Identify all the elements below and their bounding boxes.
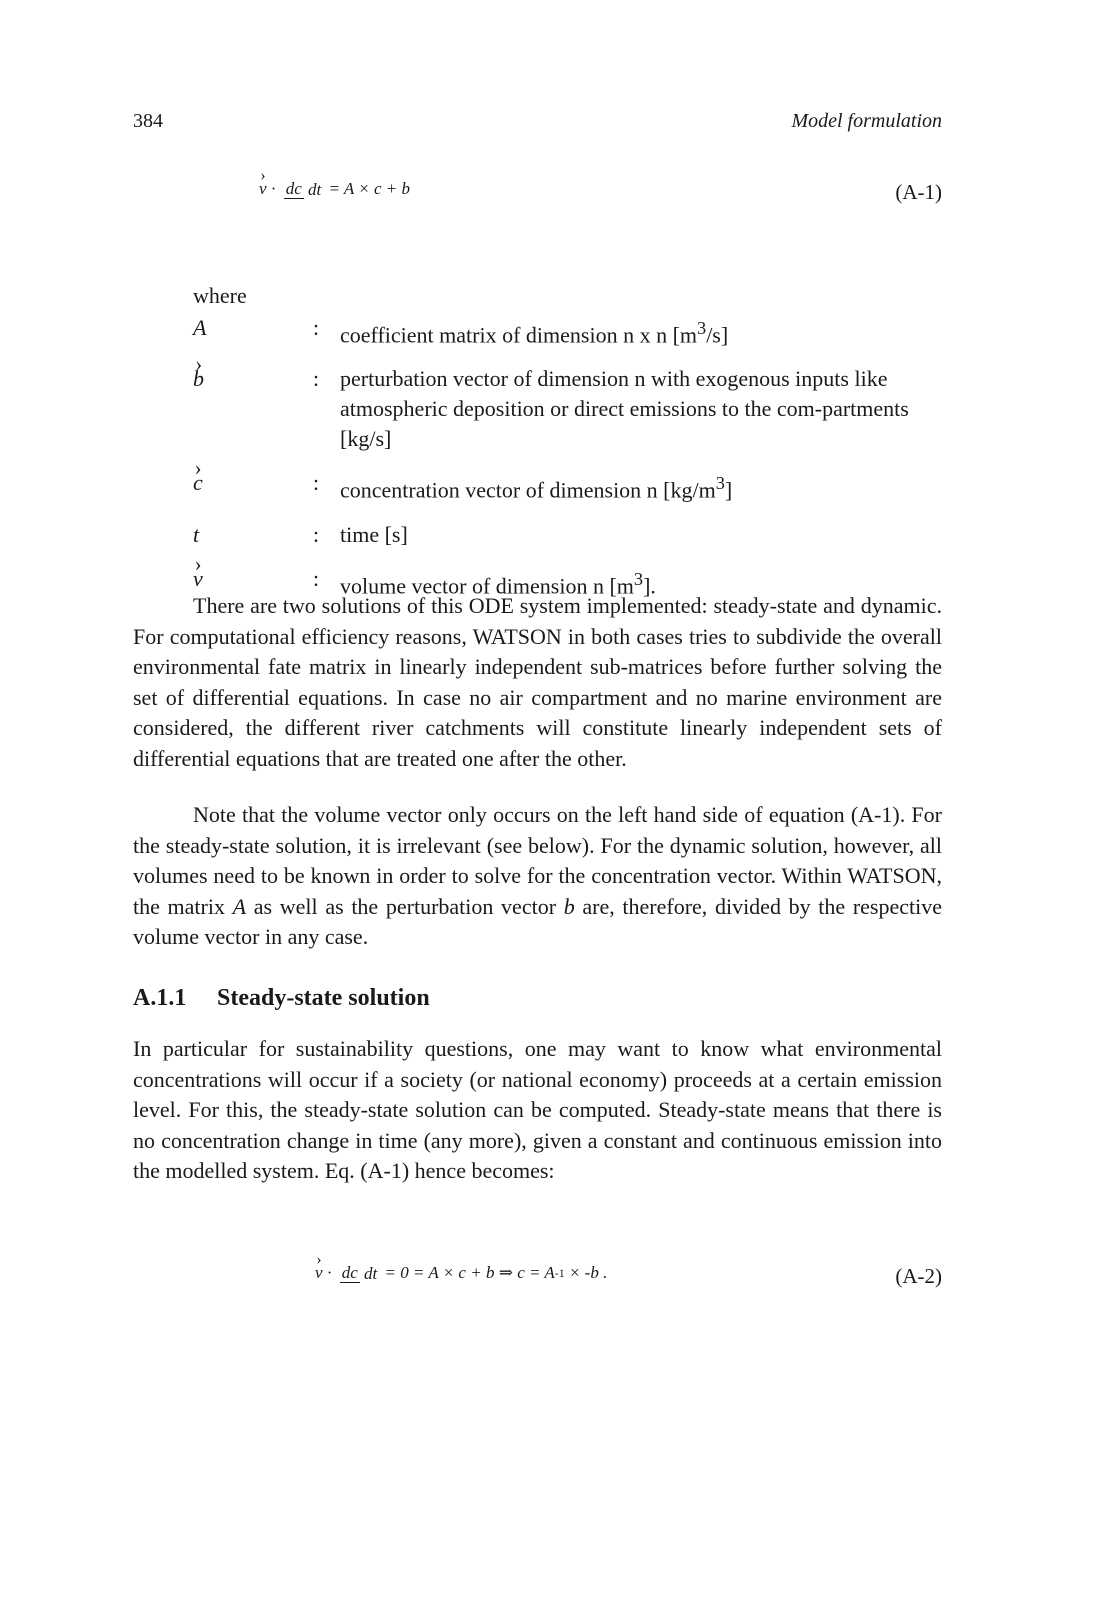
definition-colon: :: [313, 315, 320, 340]
paragraph-volume-part3: are, therefore, divided by the respective volume vector in any case.: [133, 893, 942, 949]
eq2-dot: ·: [326, 1263, 333, 1283]
section-heading: [133, 985, 430, 1012]
definition-text-main: volume vector of dimension n [m: [340, 572, 634, 598]
definition-text: [340, 313, 942, 350]
definition-text: perturbation vector of dimension n with exogenous inputs like atmospheric deposition or direct emissions to the com-partments [kg/s]: [340, 366, 909, 452]
definition-symbol: t: [193, 521, 200, 547]
paragraph-volume-vector: [133, 800, 942, 953]
definition-colon: :: [313, 470, 320, 496]
definition-colon: :: [313, 366, 320, 392]
equation-a1: [133, 178, 942, 248]
definition-row: [193, 364, 942, 454]
eq2-rhs-part1: = 0 = A × c + b ⇒ c = A: [384, 1263, 555, 1283]
paragraph-ode-solutions: There are two solutions of this ODE system implemented: steady-state and dynamic. For computational efficiency reasons, WATSON in both cases tries to subdivide the overall environmental fate matrix in linearly independent sub-matrices before further solving the set of differential equations. In case no air compartment and no marine environment are considered, the different river catchments will constitute linearly independent sets of differential equations that are treated one after the other.: [133, 593, 942, 771]
definition-row: [193, 468, 942, 505]
running-head: Model formulation: [791, 110, 942, 132]
eq1-numerator: dc: [285, 178, 302, 198]
eq2-denominator: dt: [364, 1264, 378, 1284]
definition-text: [340, 468, 942, 505]
section-number: A.1.1: [133, 985, 187, 1011]
eq1-denominator: dt: [308, 180, 322, 200]
eq1-dot: ·: [270, 179, 277, 199]
definition-symbol-vector: › b: [193, 364, 204, 394]
equation-a1-number: (A-1): [895, 180, 942, 204]
eq2-rhs-part2: × -b .: [568, 1263, 608, 1283]
equation-a2-number: (A-2): [895, 1264, 942, 1288]
definition-text-tail: ]: [724, 477, 733, 503]
page-header: [133, 110, 942, 140]
eq2-numerator: dc: [341, 1262, 358, 1282]
equation-a2: [133, 1262, 942, 1332]
section-title: Steady-state solution: [217, 985, 430, 1011]
eq2-inverse-exponent: -1: [554, 1265, 565, 1280]
symbol-vector-b: b: [563, 893, 575, 919]
symbol-matrix-a: A: [232, 893, 247, 919]
definition-superscript: 3: [633, 568, 644, 589]
definition-text-tail: ].: [643, 572, 656, 598]
definition-symbol-vector: › c: [193, 468, 203, 498]
definition-colon: :: [313, 565, 320, 591]
definition-list: [193, 313, 942, 615]
definition-symbol: [193, 364, 313, 454]
definition-symbol: [193, 468, 313, 505]
page-number: 384: [133, 110, 163, 132]
definition-symbol: A: [193, 315, 207, 340]
definition-symbol-vector: › v: [193, 564, 203, 594]
equation-a1-body: [259, 178, 410, 199]
eq2-v: › v: [315, 1263, 323, 1283]
definition-text-tail: /s]: [706, 322, 729, 348]
definition-row: [193, 520, 942, 550]
definition-text-main: concentration vector of dimension n [kg/m: [340, 477, 716, 503]
equation-a2-body: [315, 1262, 607, 1283]
definition-superscript: 3: [697, 318, 707, 338]
definition-colon: :: [313, 521, 320, 547]
eq1-v: › v: [259, 179, 267, 199]
eq2-fraction: [340, 1263, 378, 1283]
definition-text-main: coefficient matrix of dimension n x n [m: [340, 322, 698, 348]
where-label: where: [193, 283, 247, 308]
paragraph-volume-part2: as well as the perturbation vector: [246, 893, 564, 919]
definition-text: time [s]: [340, 521, 408, 547]
eq1-fraction: [284, 179, 322, 199]
definition-row: [193, 313, 942, 350]
paragraph-volume-part1: Note that the volume vector only occurs on the left hand side of equation (A-1). For the steady-state solution, it is irrelevant (see below). For the dynamic solution, however, all volumes need to be known in order to solve for the concentration vector. Within WATSON, the matrix: [133, 802, 942, 919]
paragraph-steady-state: In particular for sustainability questions, one may want to know what environmental concentrations will occur if a society (or national economy) proceeds at a certain emission level. For this, the steady-state solution can be computed. Steady-state means that there is no concentration change in time (any more), given a constant and continuous emission into the modelled system. Eq. (A-1) hence becomes:: [133, 1036, 942, 1183]
eq1-rhs: = A × c + b: [328, 179, 410, 199]
definition-superscript: 3: [715, 473, 725, 494]
